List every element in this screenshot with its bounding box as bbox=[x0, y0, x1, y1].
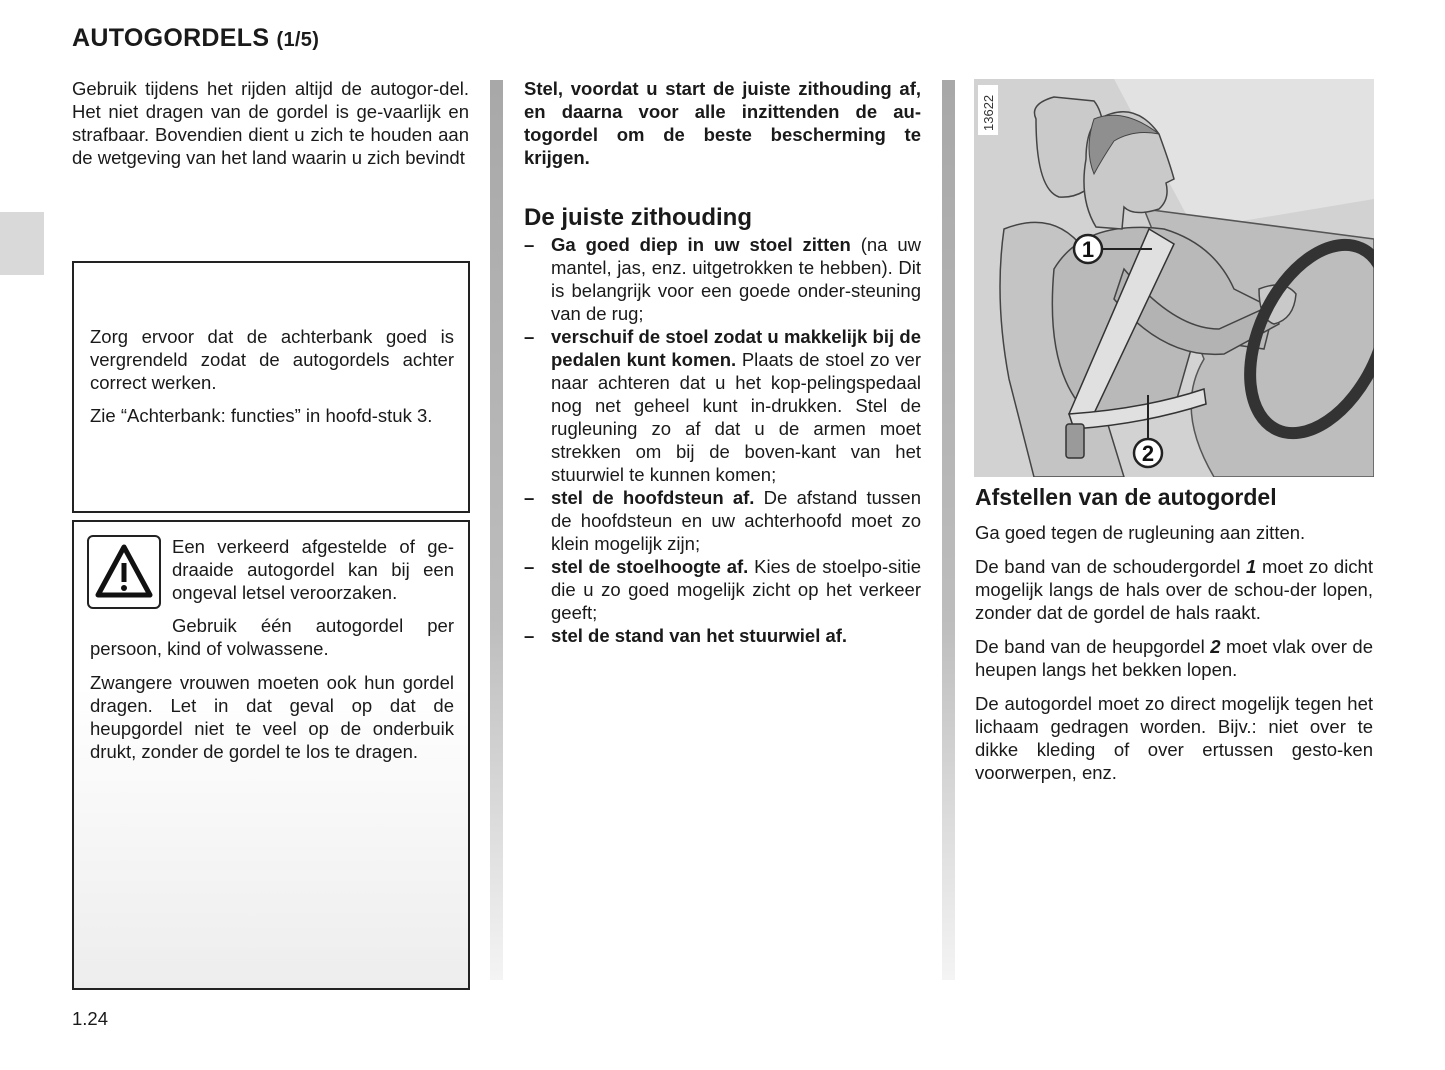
belt-paragraph-4: De autogordel moet zo direct mogelijk tegen het lichaam gedragen worden. Bijv.: niet over te dikke kleding of over ertussen gesto-ken voorwerpen, enz. bbox=[975, 693, 1373, 783]
callout-label-2: 2 bbox=[1141, 441, 1155, 466]
belt-paragraph-3-a: De band van de heupgordel bbox=[975, 636, 1211, 657]
list-dash: – bbox=[524, 625, 535, 646]
warning-box bbox=[72, 520, 470, 990]
list-item-text: (na uw mantel, jas, enz. uitgetrokken te hebben). Dit is belangrijk voor een goede onder-steuning van de rug; bbox=[551, 234, 921, 324]
warning-icon bbox=[87, 535, 161, 609]
chapter-tab-marker bbox=[0, 212, 44, 275]
callout-ref-1: 1 bbox=[1246, 556, 1257, 577]
page-title bbox=[72, 24, 319, 53]
list-item-bold: verschuif de stoel zodat u makkelijk bij de pedalen kunt komen. bbox=[551, 326, 921, 370]
section-heading-seating: De juiste zithouding bbox=[524, 204, 752, 231]
page-title-part: (1/5) bbox=[276, 29, 320, 51]
page-number: 1.24 bbox=[72, 1008, 109, 1029]
callout-ref-2: 2 bbox=[1210, 636, 1221, 657]
note-box bbox=[72, 261, 470, 513]
list-item-text: De afstand tussen de hoofdsteun en uw achterhoofd moet zo klein mogelijk zijn; bbox=[551, 487, 921, 554]
belt-paragraph-2 bbox=[975, 555, 1373, 624]
list-item bbox=[524, 624, 921, 647]
column-divider-1 bbox=[490, 80, 503, 980]
seatbelt-illustration bbox=[974, 79, 1374, 477]
page-title-text: AUTOGORDELS bbox=[72, 24, 270, 52]
seating-intro: Stel, voordat u start de juiste zithouding af, en daarna voor alle inzittenden de au-togordel om de beste bescherming te krijgen. bbox=[524, 78, 921, 168]
list-item bbox=[524, 486, 921, 555]
list-dash: – bbox=[524, 326, 535, 347]
list-item-bold: stel de stand van het stuurwiel af. bbox=[551, 625, 848, 646]
note-paragraph-2: Zie “Achterbank: functies” in hoofd-stuk 3. bbox=[90, 405, 433, 426]
belt-paragraph-3 bbox=[975, 635, 1373, 681]
belt-adjustment-text bbox=[975, 521, 1373, 784]
list-dash: – bbox=[524, 234, 535, 255]
section-heading-belt-adjustment: Afstellen van de autogordel bbox=[975, 484, 1277, 510]
callout-label-1: 1 bbox=[1081, 237, 1095, 262]
belt-paragraph-2-b: moet zo dicht mogelijk langs de hals over de schou-der lopen, zonder dat de gordel de hals raakt. bbox=[975, 556, 1373, 623]
belt-paragraph-3-b: moet vlak over de heupen langs het bekken lopen. bbox=[975, 636, 1373, 680]
list-item bbox=[524, 233, 921, 325]
seating-steps-list bbox=[524, 233, 921, 647]
column-divider-2 bbox=[942, 80, 955, 980]
figure-reference-code: 13622 bbox=[981, 94, 996, 131]
warning-paragraph-1: Een verkeerd afgestelde of ge-draaide autogordel kan bij een ongeval letsel veroorzaken. bbox=[172, 536, 454, 603]
belt-paragraph-1: Ga goed tegen de rugleuning aan zitten. bbox=[975, 522, 1306, 543]
list-item-bold: Ga goed diep in uw stoel zitten bbox=[551, 234, 851, 255]
warning-paragraph-3: Zwangere vrouwen moeten ook hun gordel dragen. Let in dat geval op dat de heupgordel niet te veel op de onderbuik drukt, zonder de gordel te los te dragen. bbox=[90, 672, 454, 762]
note-paragraph-1: Zorg ervoor dat de achterbank goed is vergrendeld zodat de autogordels achter correct werken. bbox=[90, 326, 454, 393]
list-item-text: Kies de stoelpo-sitie die u zo goed mogelijk zicht op het verkeer geeft; bbox=[551, 556, 922, 623]
list-item-bold: stel de hoofdsteun af. bbox=[551, 487, 755, 508]
list-dash: – bbox=[524, 556, 535, 577]
belt-paragraph-2-a: De band van de schoudergordel bbox=[975, 556, 1246, 577]
warning-paragraph-2: Gebruik één autogordel per persoon, kind of volwassene. bbox=[90, 615, 454, 659]
list-item-text: Plaats de stoel zo ver naar achteren dat u het kop-pelingspedaal nog net geheel kunt in-drukken. Stel de rugleuning zo af dat u de armen moet strekken om bij de boven-kant van het stuurwiel te kunnen komen; bbox=[551, 349, 921, 485]
list-dash: – bbox=[524, 487, 535, 508]
list-item-bold: stel de stoelhoogte af. bbox=[551, 556, 749, 577]
list-item bbox=[524, 555, 921, 624]
list-item bbox=[524, 325, 921, 486]
intro-paragraph: Gebruik tijdens het rijden altijd de autogor-del. Het niet dragen van de gordel is ge-vaarlijk en strafbaar. Bovendien dient u zich te houden aan de wetgeving van het land waarin u zich bevindt bbox=[72, 78, 469, 168]
